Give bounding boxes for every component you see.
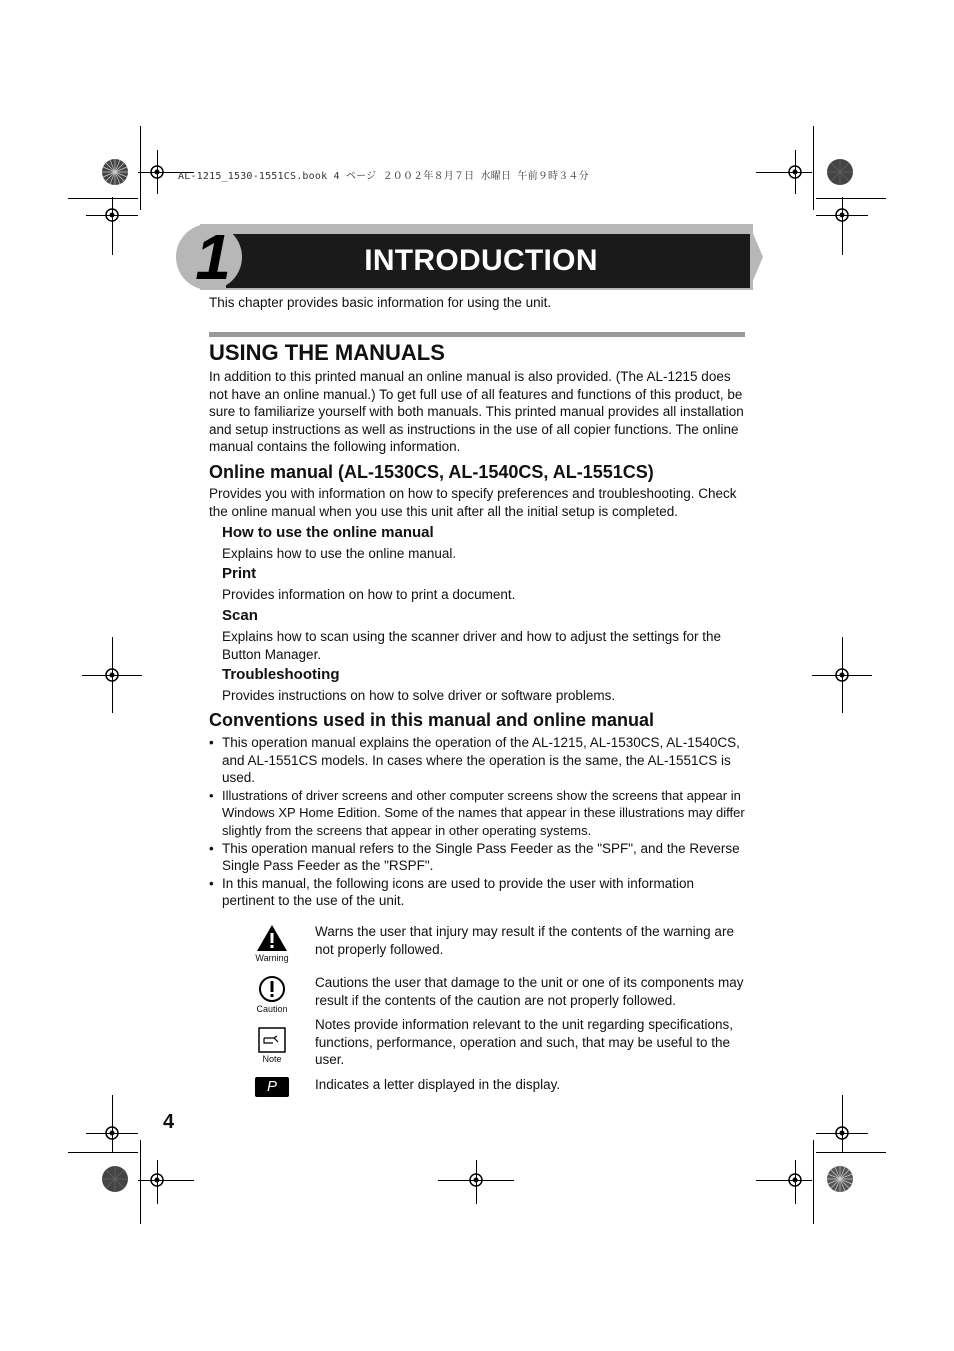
display-description: Indicates a letter displayed in the display. [315,1077,561,1092]
star-target-icon [101,1165,129,1193]
caution-label: Caution [256,1004,288,1014]
star-target-icon [826,158,854,186]
star-target-icon [101,158,129,186]
note-icon [257,1026,287,1054]
display-letter-icon: P [255,1077,289,1097]
item-text-scan: Explains how to scan using the scanner driver and how to adjust the settings for the Button Manager. [222,629,722,662]
caution-description: Cautions the user that damage to the unit or one of its components may result if the contents of the caution are not properly followed. [315,975,744,1008]
item-heading-how-to-use: How to use the online manual [222,524,434,541]
item-text-print: Provides information on how to print a document. [222,587,516,602]
icon-legend-warning [252,923,752,967]
icon-legend-display [252,1076,752,1100]
section-paragraph: In addition to this printed manual an online manual is also provided. (The AL-1215 does not have an online manual.) To get full use of all features and functions of this product, be sure to familiarize yourself with both manuals. This printed manual provides all installation and setup instructions as well as instructions in the use of all copier functions. The online manual contains the following information. [209,369,744,455]
caution-icon [257,974,287,1004]
online-manual-heading: Online manual (AL-1530CS, AL-1540CS, AL-1551CS) [209,462,654,482]
chapter-banner-arrow [749,224,763,290]
item-heading-troubleshooting: Troubleshooting [222,666,340,683]
registration-mark-icon [103,666,121,684]
note-label: Note [262,1054,282,1064]
chapter-title: INTRODUCTION [364,244,598,277]
online-manual-description: Provides you with information on how to specify preferences and troubleshooting. Check the online manual when you use this unit after all the initial setup is completed. [209,486,737,519]
item-text-troubleshooting: Provides instructions on how to solve driver or software problems. [222,688,616,703]
registration-mark-icon [103,206,121,224]
icon-legend-note [252,1016,752,1070]
registration-mark-icon [148,163,166,181]
section-title: USING THE MANUALS [209,340,445,365]
registration-mark-icon [833,206,851,224]
list-item: • This operation manual refers to the Single Pass Feeder as the "SPF", and the Reverse Single Pass Feeder as the "RSPF". [209,840,749,875]
warning-label: Warning [255,953,289,963]
registration-mark-icon [833,1124,851,1142]
section-divider [209,332,745,337]
conventions-heading: Conventions used in this manual and online manual [209,710,655,730]
list-item: • In this manual, the following icons are used to provide the user with information pertinent to the use of the unit. [209,875,749,910]
print-file-header: AL-1215_1530-1551CS.book 4 ページ ２００２年８月７日 水曜日 午前９時３４分 [178,171,589,182]
chapter-intro: This chapter provides basic information for using the unit. [209,295,552,310]
chapter-number: 1 [195,221,231,293]
item-heading-scan: Scan [222,607,258,624]
registration-mark-icon [833,666,851,684]
warning-description: Warns the user that injury may result if the contents of the warning are not properly followed. [315,924,734,957]
conventions-list [209,734,749,910]
page-number: 4 [163,1111,175,1133]
list-item: • Illustrations of driver screens and other computer screens show the screens that appear in Windows XP Home Edition. Some of the names that appear in these illustrations may differ slightly from the screens that appear in other operating systems. [209,787,749,840]
list-item: • This operation manual explains the operation of the AL-1215, AL-1530CS, AL-1540CS, and AL-1551CS models. In cases where the operation is the same, the AL-1551CS is used. [209,734,749,787]
registration-mark-icon [786,1171,804,1189]
note-description: Notes provide information relevant to the unit regarding specifications, functions, performance, operation and such, that may be useful to the user. [315,1017,733,1068]
item-text-how-to-use: Explains how to use the online manual. [222,546,457,561]
registration-mark-icon [148,1171,166,1189]
icon-legend-caution [252,974,752,1018]
warning-icon [255,923,289,953]
item-heading-print: Print [222,565,257,582]
registration-mark-icon [467,1171,485,1189]
star-target-icon [826,1165,854,1193]
registration-mark-icon [103,1124,121,1142]
registration-mark-icon [786,163,804,181]
